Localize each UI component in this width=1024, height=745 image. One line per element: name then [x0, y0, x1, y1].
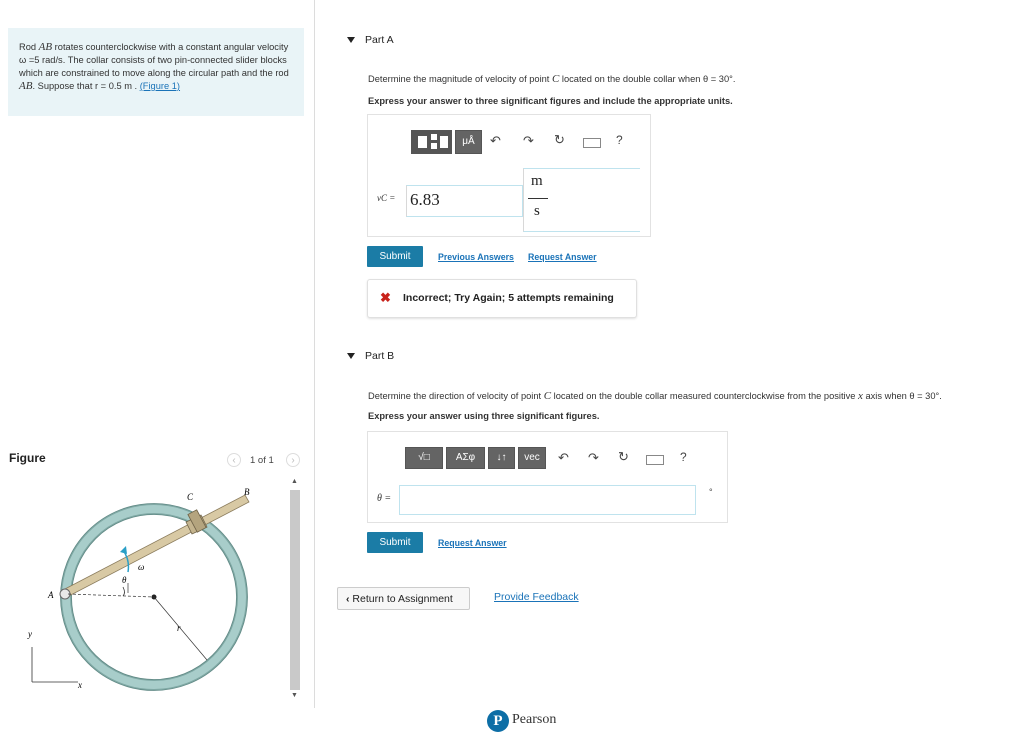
velocity-input[interactable]: 6.83	[406, 185, 523, 217]
feedback-message: Incorrect; Try Again; 5 attempts remaining	[403, 292, 614, 304]
figure-title: Figure	[9, 451, 46, 465]
problem-text: .	[131, 81, 140, 91]
rod-label: AB	[19, 80, 33, 92]
label-c: C	[187, 492, 194, 502]
question-text: Determine the direction of velocity of point	[368, 391, 544, 401]
undo-icon[interactable]: ↶	[558, 450, 569, 465]
problem-text: Rod	[19, 42, 39, 52]
keyboard-icon[interactable]	[583, 138, 601, 148]
undo-icon[interactable]: ↶	[490, 133, 501, 148]
radius-expression: r = 0.5 m	[95, 81, 132, 91]
return-to-assignment-button[interactable]	[337, 587, 470, 610]
figure-link[interactable]: (Figure 1)	[139, 81, 181, 91]
omega-expression: ω =5 rad/s	[19, 55, 63, 65]
question-text: located on the double collar measured counterclockwise from the positive	[551, 391, 859, 401]
part-b-title: Part B	[365, 350, 395, 362]
problem-text: . The collar consists of two pin-connected slider blocks which are constrained to move along the circular path and the rod	[19, 55, 289, 78]
template-button[interactable]	[411, 130, 452, 154]
fraction-template-icon	[412, 131, 453, 153]
provide-feedback-link[interactable]: Provide Feedback	[494, 591, 579, 603]
reference-line	[68, 594, 154, 597]
unit-numerator: m	[531, 173, 543, 189]
label-r: r	[177, 623, 181, 633]
chevron-left-icon: ‹	[346, 593, 350, 605]
figure-scrollbar[interactable]	[289, 476, 301, 706]
collapse-triangle-icon	[347, 353, 355, 359]
scroll-down-icon[interactable]: ▼	[291, 692, 298, 699]
label-theta: θ	[122, 575, 127, 585]
sqrt-icon: √□	[418, 452, 430, 463]
axis-label: x	[858, 390, 863, 402]
problem-text: rotates counterclockwise with a constant angular velocity	[52, 42, 289, 52]
figure-pager: 1 of 1	[250, 455, 274, 466]
scrollbar-thumb[interactable]	[290, 490, 300, 690]
rod-label: AB	[38, 41, 53, 53]
part-a-submit-button[interactable]: Submit	[367, 246, 423, 267]
part-b-answer-box	[367, 431, 728, 523]
theta-arc	[123, 587, 125, 596]
chevron-right-icon: ›	[291, 455, 295, 466]
units-icon: μÅ	[462, 136, 475, 147]
return-label: Return to Assignment	[352, 593, 453, 605]
help-icon[interactable]: ?	[616, 133, 623, 147]
point-label: C	[551, 73, 560, 85]
units-button[interactable]	[455, 130, 482, 154]
vec-icon: vec	[524, 452, 540, 463]
omega-arrowhead	[120, 546, 127, 554]
prev-figure-button[interactable]	[227, 453, 241, 467]
question-text: axis when θ = 30°.	[862, 391, 942, 401]
greek-button[interactable]	[446, 447, 485, 469]
direction-input[interactable]	[399, 485, 696, 515]
part-b-instruction: Express your answer using three significant figures.	[368, 411, 600, 421]
previous-answers-link[interactable]: Previous Answers	[438, 252, 514, 262]
problem-statement	[8, 28, 304, 116]
redo-icon[interactable]: ↷	[588, 450, 599, 465]
redo-icon[interactable]: ↷	[523, 133, 534, 148]
collapse-triangle-icon	[347, 37, 355, 43]
part-b-submit-button[interactable]: Submit	[367, 532, 423, 553]
reset-icon[interactable]: ↻	[618, 449, 629, 464]
unit-denominator: s	[534, 203, 540, 219]
degree-unit: °	[709, 487, 713, 497]
part-a-instruction: Express your answer to three significant figures and include the appropriate units.	[368, 96, 733, 106]
scroll-up-icon[interactable]: ▲	[291, 478, 298, 485]
help-icon[interactable]: ?	[680, 450, 687, 464]
sqrt-button[interactable]	[405, 447, 443, 469]
fraction-bar	[528, 198, 548, 199]
feedback-banner	[367, 279, 637, 318]
theta-label: θ =	[377, 493, 392, 504]
point-label: C	[543, 390, 552, 402]
label-b: B	[244, 487, 250, 497]
part-a-title: Part A	[365, 34, 394, 46]
reset-icon[interactable]: ↻	[554, 132, 565, 147]
label-a: A	[48, 590, 54, 600]
part-b-request-answer-link[interactable]: Request Answer	[438, 538, 507, 548]
part-a-request-answer-link[interactable]: Request Answer	[528, 252, 597, 262]
keyboard-icon[interactable]	[646, 455, 664, 465]
pearson-brand: Pearson	[512, 712, 557, 727]
part-b-header[interactable]	[347, 350, 394, 362]
figure-diagram	[20, 475, 285, 700]
pearson-logo-icon: P	[487, 710, 509, 732]
part-a-answer-box	[367, 114, 651, 237]
label-x: x	[78, 680, 82, 690]
next-figure-button[interactable]	[286, 453, 300, 467]
part-a-question	[368, 73, 735, 85]
problem-text: . Suppose that	[32, 81, 95, 91]
units-field[interactable]	[523, 168, 640, 232]
part-b-question	[368, 390, 942, 402]
question-text: located on the double collar when θ = 30°.	[559, 74, 736, 84]
incorrect-icon: ✖	[380, 290, 391, 305]
part-a-header[interactable]	[347, 34, 394, 46]
vec-button[interactable]	[518, 447, 546, 469]
column-divider	[314, 0, 315, 708]
arrows-icon: ↓↑	[496, 452, 507, 463]
question-text: Determine the magnitude of velocity of point	[368, 74, 552, 84]
arrows-button[interactable]	[488, 447, 515, 469]
label-omega: ω	[138, 562, 145, 572]
chevron-left-icon: ‹	[232, 455, 236, 466]
label-y: y	[28, 629, 32, 639]
velocity-label: vC =	[377, 193, 396, 203]
greek-icon: ΑΣφ	[455, 452, 476, 463]
